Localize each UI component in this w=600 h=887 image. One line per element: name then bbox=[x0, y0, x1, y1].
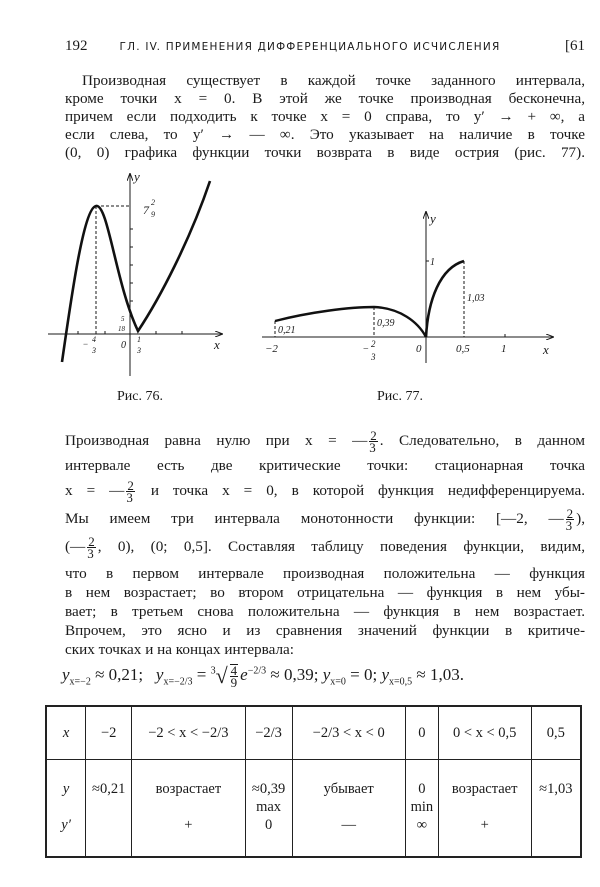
max-value-whole: 7 bbox=[143, 203, 149, 217]
table-cell: y′ bbox=[61, 817, 71, 833]
text-line: (0, 0) графика функции точки возврата в виде острия (рис. 77). bbox=[65, 144, 585, 161]
fraction bbox=[566, 508, 575, 531]
x-min-num: 1 bbox=[137, 335, 141, 344]
denominator: 3 bbox=[369, 440, 376, 455]
y-intercept-den: 18 bbox=[118, 325, 125, 333]
figure-77-caption: Рис. 77. bbox=[377, 389, 423, 404]
formula-value: ≈ 1,03. bbox=[412, 664, 464, 684]
formula-y: y bbox=[62, 664, 70, 684]
numerator: 2 bbox=[88, 534, 95, 549]
figures bbox=[0, 0, 600, 420]
formula-e: e bbox=[240, 664, 248, 684]
text: ), bbox=[576, 509, 585, 527]
text-line bbox=[65, 430, 585, 453]
text-line: интервале есть две критические точки: стационарная точка bbox=[65, 457, 585, 474]
table-cell: возрастает bbox=[438, 760, 531, 799]
text: , 0), (0; 0,5]. Составляя таблицу поведения функции, видим, bbox=[97, 537, 585, 555]
fraction bbox=[87, 536, 96, 559]
text-line: вает; в третьем снова положительна — функция в нем возрастает. bbox=[65, 603, 585, 620]
table-cell: ∞ bbox=[405, 816, 438, 857]
formula-value: = 0; bbox=[345, 664, 378, 684]
formula-equals: = bbox=[192, 664, 211, 684]
text-line: что в первом интервале производная положительна — функция bbox=[65, 565, 585, 582]
text-line: Производная существует в каждой точке заданного интервала, bbox=[82, 72, 585, 89]
numerator: 4 bbox=[230, 663, 238, 678]
x-axis-label: x bbox=[543, 342, 549, 357]
text-line: в нем возрастает; во втором отрицательна — функция в нем убы- bbox=[65, 584, 585, 601]
numerator: 2 bbox=[566, 506, 574, 521]
formula-subscript: x=0 bbox=[330, 676, 346, 688]
text: . Следовательно, в данном bbox=[379, 431, 585, 449]
table-cell bbox=[438, 798, 531, 816]
figure-76-caption: Рис. 76. bbox=[117, 389, 163, 404]
x-tick-minus-2-3-num: 2 bbox=[371, 339, 376, 349]
table-cell: y bbox=[62, 781, 70, 797]
table-cell bbox=[86, 816, 132, 857]
formula-y: y bbox=[381, 664, 389, 684]
table-cell: убывает bbox=[292, 760, 405, 799]
table-row-derivative bbox=[46, 816, 581, 857]
text: и точка x = 0, в которой функция недифференцируема. bbox=[136, 481, 585, 499]
x-max-den: 3 bbox=[92, 346, 96, 355]
y-intercept-num: 5 bbox=[121, 315, 125, 323]
table-cell: −2/3 bbox=[245, 706, 292, 760]
text-line bbox=[65, 508, 585, 531]
table-cell: 0 bbox=[405, 760, 438, 799]
value-left: 0,21 bbox=[278, 325, 296, 336]
numerator: 2 bbox=[127, 478, 134, 493]
figure-77 bbox=[262, 211, 553, 363]
x-tick-minus-2-3-den: 3 bbox=[371, 352, 376, 362]
table-cell: min bbox=[405, 798, 438, 816]
x-min-den: 3 bbox=[137, 346, 141, 355]
table-cell: — bbox=[292, 816, 405, 857]
text: (— bbox=[65, 537, 86, 555]
text-line bbox=[65, 480, 585, 503]
values-formula bbox=[62, 664, 464, 688]
guide-lines bbox=[96, 206, 130, 334]
text-line: кроме точки x = 0. В этой же точке производная бесконечна, bbox=[65, 90, 585, 107]
formula-y: y bbox=[155, 664, 164, 684]
x-tick-minus-2: −2 bbox=[265, 343, 278, 355]
table-cell: 0 bbox=[405, 706, 438, 760]
root-sign: √ bbox=[215, 663, 228, 688]
value-max: 0,39 bbox=[377, 318, 395, 329]
formula-subscript: x=0,5 bbox=[389, 676, 413, 688]
x-axis-label: x bbox=[214, 337, 220, 352]
denominator: 3 bbox=[87, 546, 94, 561]
table-cell bbox=[292, 798, 405, 816]
y-axis-label: y bbox=[134, 169, 140, 184]
table-cell bbox=[531, 816, 581, 857]
section-number: [61 bbox=[565, 38, 585, 54]
table-cell: + bbox=[132, 816, 246, 857]
function-curve-right bbox=[426, 261, 464, 337]
table-row-extremum bbox=[46, 798, 581, 816]
formula-subscript: x=−2 bbox=[69, 676, 91, 688]
table-cell: max bbox=[245, 798, 292, 816]
formula-y: y bbox=[322, 664, 331, 684]
figure-76 bbox=[48, 169, 222, 376]
numerator: 2 bbox=[370, 428, 377, 443]
behavior-table bbox=[45, 705, 582, 858]
text: Производная равна нулю при x = — bbox=[65, 431, 368, 449]
y-axis-label: y bbox=[430, 211, 436, 226]
fraction bbox=[369, 430, 378, 453]
table-cell: −2 < x < −2/3 bbox=[132, 706, 246, 760]
text-line: Впрочем, это ясно и из сравнения значений функции в критиче- bbox=[65, 622, 585, 639]
denominator: 9 bbox=[230, 675, 238, 690]
x-tick-minus-2-3-sign: − bbox=[363, 344, 369, 355]
text: Мы имеем три интервала монотонности функции: [—2, — bbox=[65, 509, 564, 527]
denominator: 3 bbox=[565, 518, 573, 533]
max-value-den: 9 bbox=[151, 210, 155, 219]
y-tick-1: 1 bbox=[430, 257, 435, 268]
x-tick-0-5: 0,5 bbox=[456, 343, 470, 355]
table-cell: возрастает bbox=[132, 760, 246, 799]
text-line bbox=[65, 536, 585, 559]
table-cell: ≈0,21 bbox=[86, 760, 132, 799]
origin-label: 0 bbox=[121, 340, 126, 351]
table-cell bbox=[531, 798, 581, 816]
root-index: 3 bbox=[210, 665, 216, 677]
table-cell: ≈1,03 bbox=[531, 760, 581, 799]
running-title: ГЛ. IV. ПРИМЕНЕНИЯ ДИФФЕРЕНЦИАЛЬНОГО ИСЧИСЛЕНИЯ bbox=[119, 41, 501, 53]
table-cell bbox=[46, 798, 86, 816]
origin-label: 0 bbox=[416, 343, 422, 355]
table-header-row bbox=[46, 706, 581, 760]
table-cell: 0 < x < 0,5 bbox=[438, 706, 531, 760]
table-row-y bbox=[46, 760, 581, 799]
table-cell: ≈0,39 bbox=[245, 760, 292, 799]
formula-value: ≈ 0,21; bbox=[90, 664, 144, 684]
text-line: ских точках и на концах интервала: bbox=[65, 641, 294, 658]
formula-value: ≈ 0,39; bbox=[266, 664, 319, 684]
guide-lines bbox=[275, 261, 464, 337]
function-curve-left bbox=[275, 307, 426, 337]
text-line: если слева, то y′ → — ∞. Это указывает на наличие в точке bbox=[65, 126, 585, 143]
x-max-sign: − bbox=[83, 339, 89, 349]
denominator: 3 bbox=[126, 490, 133, 505]
table-cell: −2/3 < x < 0 bbox=[292, 706, 405, 760]
text: x = — bbox=[65, 481, 125, 499]
table-cell: + bbox=[438, 816, 531, 857]
table-cell: 0 bbox=[245, 816, 292, 857]
max-value-num: 2 bbox=[151, 198, 155, 207]
table-cell: x bbox=[46, 706, 86, 760]
formula-subscript: x=−2/3 bbox=[163, 676, 193, 688]
x-max-num: 4 bbox=[92, 335, 96, 344]
value-right: 1,03 bbox=[467, 293, 485, 304]
text-line: причем если подходить к точке x = 0 справа, то y′ → + ∞, а bbox=[65, 108, 585, 125]
table-cell bbox=[86, 798, 132, 816]
table-cell: −2 bbox=[86, 706, 132, 760]
formula-exponent: −2/3 bbox=[247, 665, 267, 677]
table-cell bbox=[132, 798, 246, 816]
x-tick-1: 1 bbox=[501, 343, 507, 355]
fraction bbox=[126, 480, 135, 503]
function-curve bbox=[62, 181, 210, 362]
fraction bbox=[230, 664, 239, 688]
table-cell: 0,5 bbox=[531, 706, 581, 760]
page-number: 192 bbox=[65, 38, 88, 54]
